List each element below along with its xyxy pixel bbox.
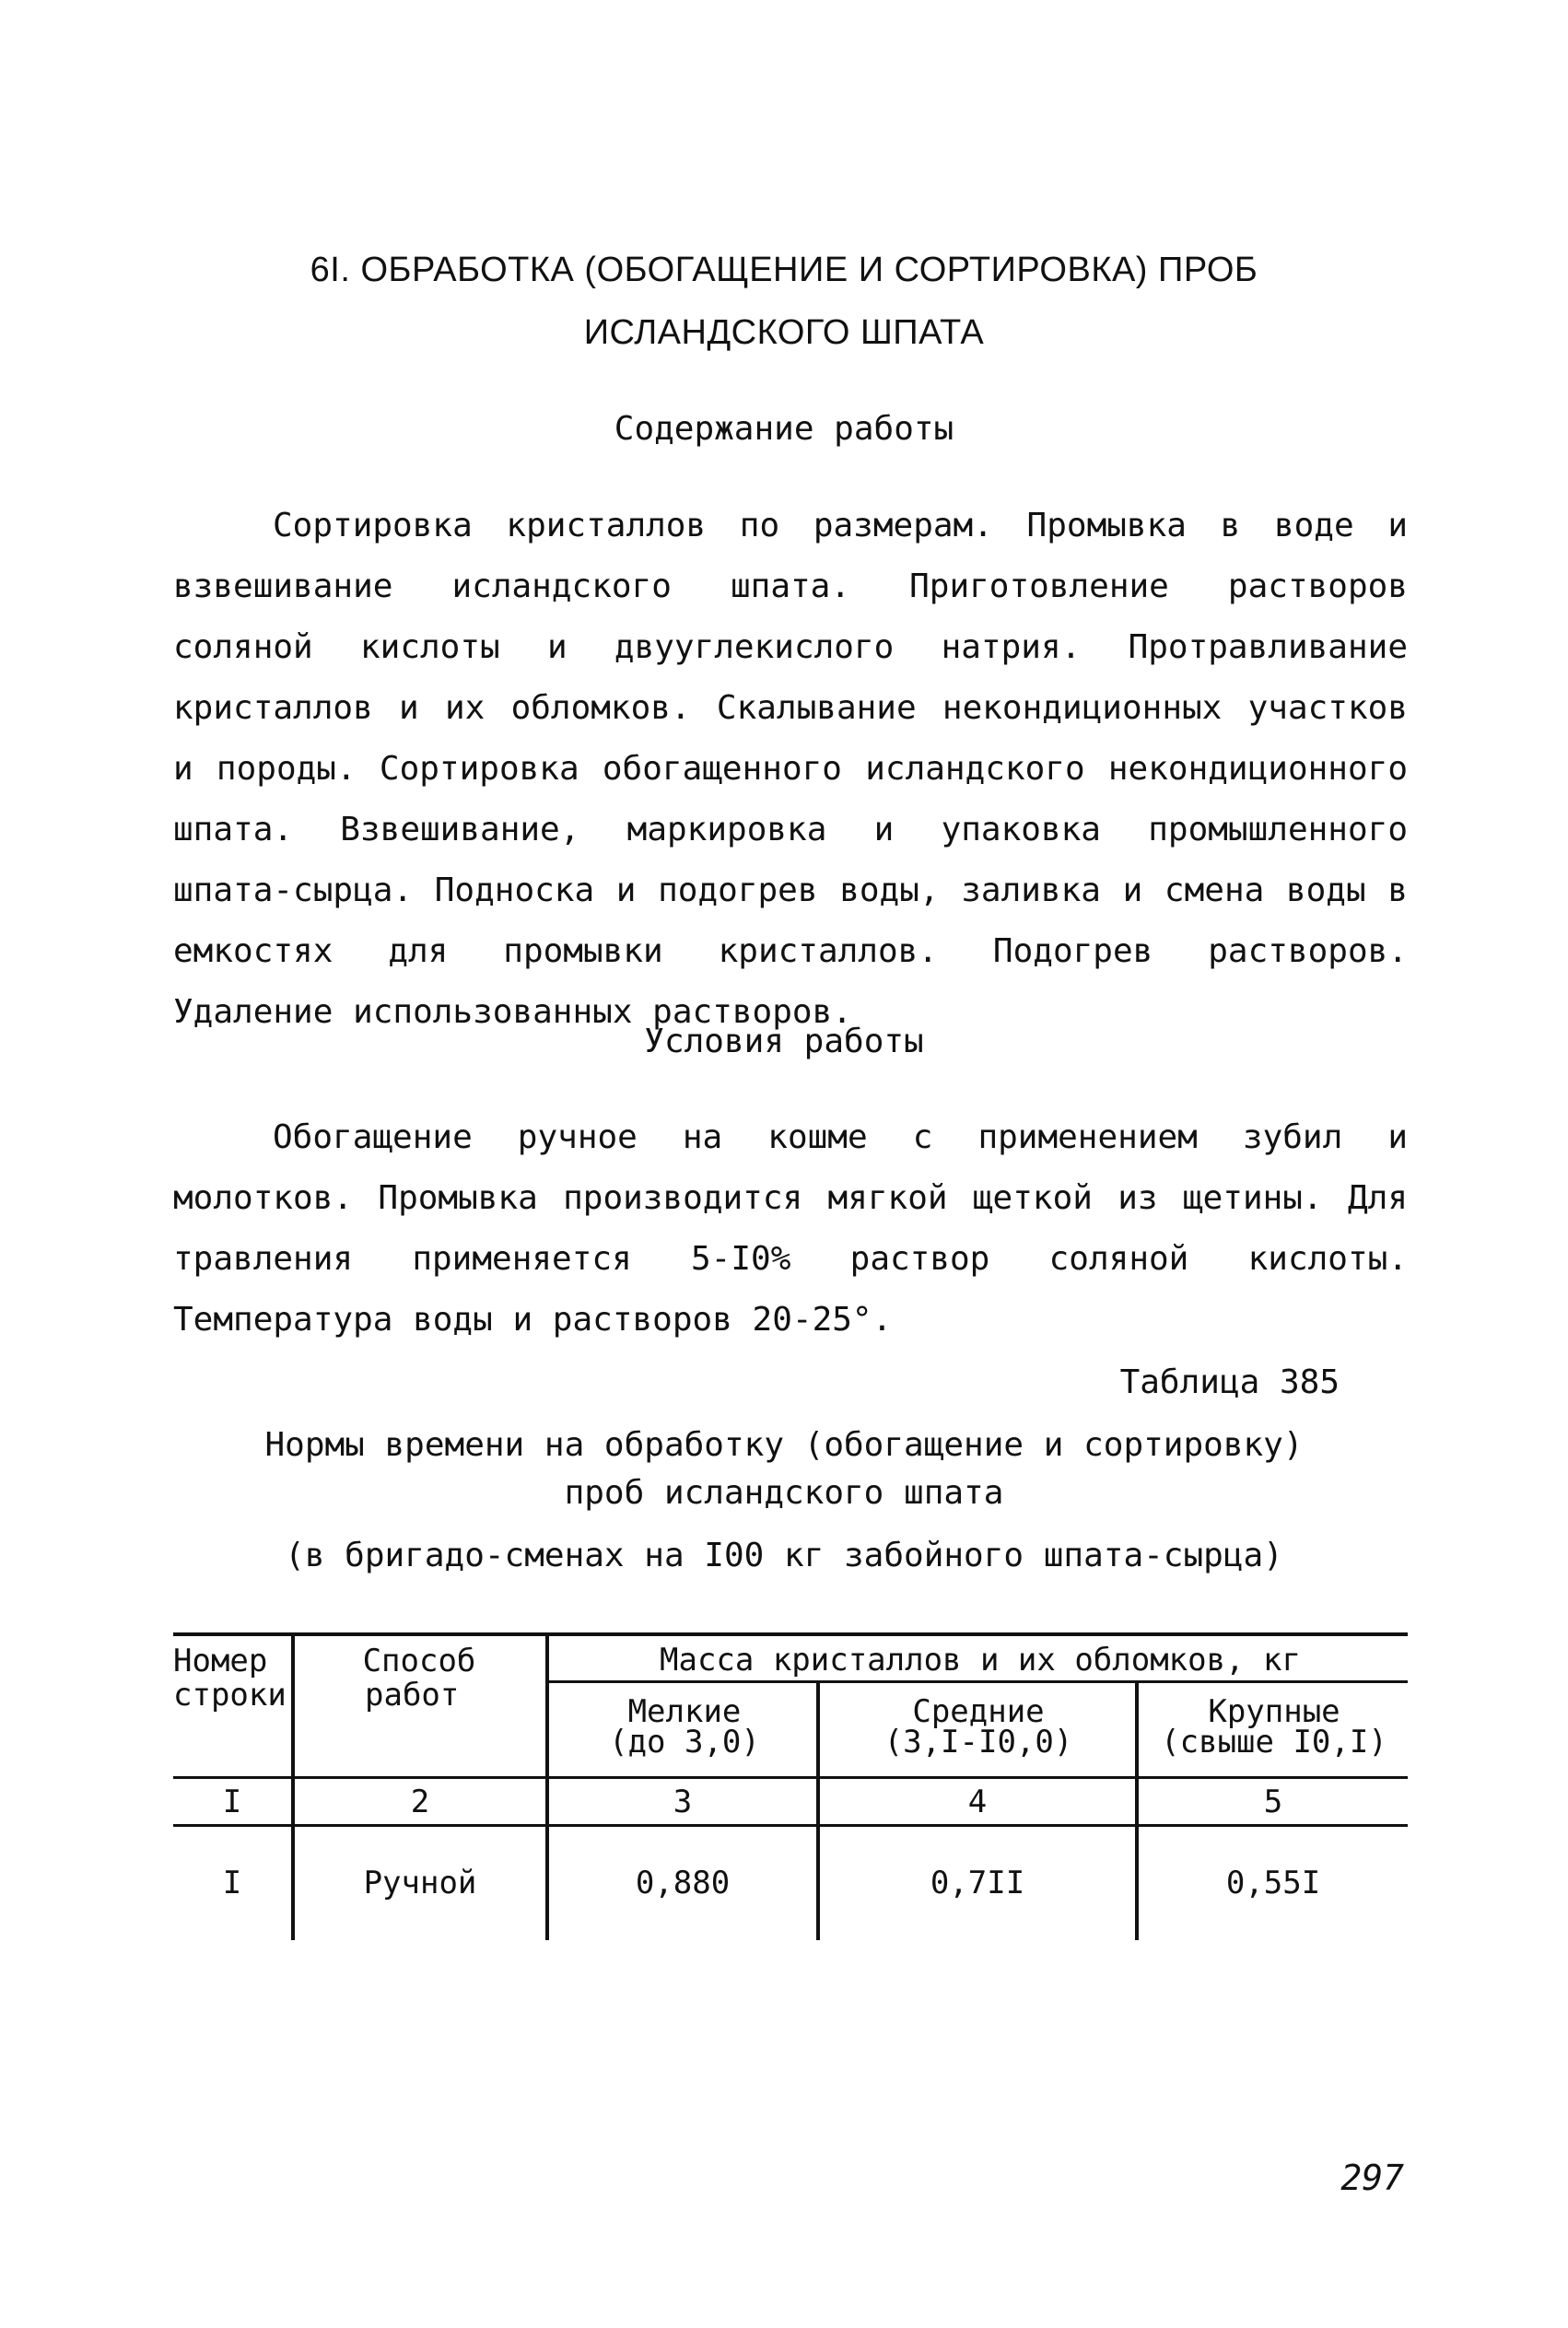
section-title-line2: ИСЛАНДСКОГО ШПАТА <box>583 313 985 352</box>
header-col2-line2: работ <box>365 1677 460 1714</box>
content-heading: Содержание работы <box>614 410 954 448</box>
header-col3-line1: Мелкие <box>627 1693 742 1730</box>
row-number: I <box>222 1865 242 1901</box>
group-underline <box>545 1680 1408 1683</box>
table-caption-line3: (в бригадо-сменах на I00 кг забойного шпата-сырца) <box>285 1537 1283 1574</box>
colnum-3: 3 <box>673 1784 693 1820</box>
header-bottom-border <box>173 1776 1408 1779</box>
conditions-heading: Условия работы <box>644 1023 924 1060</box>
table-top-border <box>173 1632 1408 1636</box>
header-col4-line2: (3,I-I0,0) <box>883 1724 1073 1761</box>
content-paragraph <box>173 496 1408 1043</box>
colnum-4: 4 <box>967 1784 988 1820</box>
row-method: Ручной <box>363 1865 477 1901</box>
table-number: Таблица 385 <box>1119 1363 1340 1401</box>
colnum-bottom-border <box>173 1824 1408 1827</box>
row-large: 0,55I <box>1225 1865 1321 1901</box>
page-number: 297 <box>1340 2158 1404 2198</box>
header-col3-line2: (до 3,0) <box>609 1724 760 1761</box>
header-col5-line1: Крупные <box>1208 1693 1340 1730</box>
table-caption-line2: проб исландского шпата <box>564 1474 1004 1512</box>
header-col1-line2: строки <box>173 1677 287 1714</box>
colnum-5: 5 <box>1263 1784 1283 1820</box>
content-text: Сортировка кристаллов по размерам. Промывка в воде и взвешивание исландского шпата. Приготовление растворов соляной кислоты и двууглекислого натрия. Протравливание кристаллов и их обломков. Скалывание некондиционных участков и породы. Сортировка обогащенного исландского некондиционного шпата. Взвешивание, маркировка и упаковка промышленного шпата-сырца. Подноска и подогрев воды, заливка и смена воды в емкостях для промывки кристаллов. Подогрев растворов. Удаление использованных растворов. <box>173 507 1408 1031</box>
colnum-2: 2 <box>410 1784 430 1820</box>
colnum-1: I <box>222 1784 242 1820</box>
table-caption-line1: Нормы времени на обработку (обогащение и сортировку) <box>264 1426 1304 1464</box>
header-col2-line1: Способ <box>362 1643 476 1679</box>
header-col5-line2: (свыше I0,I) <box>1161 1724 1387 1761</box>
conditions-paragraph <box>173 1107 1408 1351</box>
section-title-line1: 6I. ОБРАБОТКА (ОБОГАЩЕНИЕ И СОРТИРОВКА) ПРОБ <box>310 251 1258 289</box>
conditions-text: Обогащение ручное на кошме с применением зубил и молотков. Промывка производится мягкой щеткой из щетины. Для травления применяется 5-I0% раствор соляной кислоты. Температура воды и растворов 20-25°. <box>173 1118 1408 1339</box>
header-col1-line1: Номер <box>173 1643 268 1679</box>
header-col4-line1: Средние <box>912 1693 1045 1730</box>
header-group: Масса кристаллов и их обломков, кг <box>660 1642 1301 1679</box>
row-small: 0,880 <box>635 1865 731 1901</box>
row-medium: 0,7II <box>930 1865 1025 1901</box>
